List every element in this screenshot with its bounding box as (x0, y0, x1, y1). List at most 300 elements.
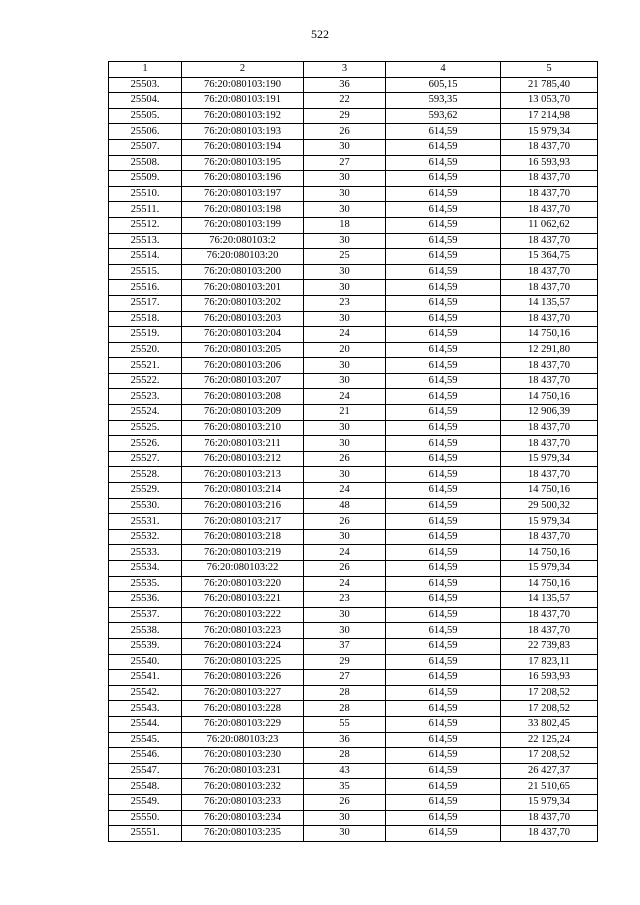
table-row (109, 249, 598, 265)
column-header-3: 3 (304, 62, 386, 78)
rate-cell: 614,59 (386, 420, 501, 436)
rate-cell: 614,59 (386, 264, 501, 280)
amount-cell: 18 437,70 (501, 186, 598, 202)
cadastral-number-cell: 76:20:080103:229 (182, 716, 304, 732)
amount-cell: 18 437,70 (501, 467, 598, 483)
rate-cell: 614,59 (386, 763, 501, 779)
cadastral-number-cell: 76:20:080103:217 (182, 514, 304, 530)
area-cell: 30 (304, 311, 386, 327)
cadastral-number-cell: 76:20:080103:210 (182, 420, 304, 436)
area-cell: 30 (304, 139, 386, 155)
rate-cell: 614,59 (386, 732, 501, 748)
amount-cell: 15 979,34 (501, 561, 598, 577)
table-row (109, 498, 598, 514)
table-row (109, 654, 598, 670)
table-row (109, 155, 598, 171)
rate-cell: 614,59 (386, 561, 501, 577)
table-row (109, 529, 598, 545)
area-cell: 30 (304, 171, 386, 187)
rate-cell: 614,59 (386, 685, 501, 701)
amount-cell: 18 437,70 (501, 607, 598, 623)
rate-cell: 614,59 (386, 701, 501, 717)
rate-cell: 614,59 (386, 389, 501, 405)
table-row (109, 139, 598, 155)
column-header-4: 4 (386, 62, 501, 78)
cadastral-number-cell: 76:20:080103:23 (182, 732, 304, 748)
area-cell: 20 (304, 342, 386, 358)
cadastral-number-cell: 76:20:080103:228 (182, 701, 304, 717)
amount-cell: 18 437,70 (501, 202, 598, 218)
amount-cell: 18 437,70 (501, 436, 598, 452)
area-cell: 30 (304, 420, 386, 436)
row-number-cell: 25504. (109, 93, 182, 109)
table-row (109, 701, 598, 717)
rate-cell: 614,59 (386, 249, 501, 265)
header-row (109, 62, 598, 78)
amount-cell: 18 437,70 (501, 311, 598, 327)
table-row (109, 670, 598, 686)
table-row (109, 405, 598, 421)
table-row (109, 233, 598, 249)
table-row (109, 171, 598, 187)
rate-cell: 614,59 (386, 124, 501, 140)
amount-cell: 15 364,75 (501, 249, 598, 265)
area-cell: 24 (304, 483, 386, 499)
cadastral-number-cell: 76:20:080103:234 (182, 810, 304, 826)
row-number-cell: 25551. (109, 826, 182, 842)
row-number-cell: 25536. (109, 592, 182, 608)
table-row (109, 373, 598, 389)
table-row (109, 810, 598, 826)
table-row (109, 280, 598, 296)
row-number-cell: 25534. (109, 561, 182, 577)
amount-cell: 14 135,57 (501, 592, 598, 608)
amount-cell: 15 979,34 (501, 794, 598, 810)
amount-cell: 18 437,70 (501, 233, 598, 249)
amount-cell: 15 979,34 (501, 514, 598, 530)
area-cell: 28 (304, 685, 386, 701)
rate-cell: 614,59 (386, 779, 501, 795)
cadastral-number-cell: 76:20:080103:235 (182, 826, 304, 842)
amount-cell: 18 437,70 (501, 826, 598, 842)
cadastral-number-cell: 76:20:080103:199 (182, 217, 304, 233)
amount-cell: 14 750,16 (501, 389, 598, 405)
cadastral-number-cell: 76:20:080103:204 (182, 327, 304, 343)
row-number-cell: 25520. (109, 342, 182, 358)
row-number-cell: 25530. (109, 498, 182, 514)
row-number-cell: 25541. (109, 670, 182, 686)
amount-cell: 14 750,16 (501, 327, 598, 343)
row-number-cell: 25540. (109, 654, 182, 670)
table-row (109, 779, 598, 795)
rate-cell: 614,59 (386, 545, 501, 561)
amount-cell: 16 593,93 (501, 155, 598, 171)
cadastral-number-cell: 76:20:080103:222 (182, 607, 304, 623)
table-row (109, 826, 598, 842)
area-cell: 23 (304, 592, 386, 608)
row-number-cell: 25521. (109, 358, 182, 374)
area-cell: 30 (304, 280, 386, 296)
cadastral-number-cell: 76:20:080103:194 (182, 139, 304, 155)
rate-cell: 614,59 (386, 748, 501, 764)
rate-cell: 614,59 (386, 451, 501, 467)
rate-cell: 614,59 (386, 342, 501, 358)
row-number-cell: 25548. (109, 779, 182, 795)
table-row (109, 561, 598, 577)
amount-cell: 18 437,70 (501, 623, 598, 639)
table-row (109, 685, 598, 701)
cadastral-number-cell: 76:20:080103:201 (182, 280, 304, 296)
row-number-cell: 25510. (109, 186, 182, 202)
row-number-cell: 25532. (109, 529, 182, 545)
rate-cell: 614,59 (386, 654, 501, 670)
area-cell: 29 (304, 654, 386, 670)
area-cell: 30 (304, 186, 386, 202)
area-cell: 24 (304, 576, 386, 592)
row-number-cell: 25544. (109, 716, 182, 732)
cadastral-number-cell: 76:20:080103:200 (182, 264, 304, 280)
area-cell: 29 (304, 108, 386, 124)
table-row (109, 607, 598, 623)
cadastral-number-cell: 76:20:080103:20 (182, 249, 304, 265)
cadastral-number-cell: 76:20:080103:2 (182, 233, 304, 249)
amount-cell: 18 437,70 (501, 810, 598, 826)
amount-cell: 22 739,83 (501, 638, 598, 654)
row-number-cell: 25525. (109, 420, 182, 436)
area-cell: 24 (304, 545, 386, 561)
cadastral-number-cell: 76:20:080103:226 (182, 670, 304, 686)
amount-cell: 14 750,16 (501, 545, 598, 561)
rate-cell: 614,59 (386, 498, 501, 514)
cadastral-number-cell: 76:20:080103:220 (182, 576, 304, 592)
area-cell: 30 (304, 373, 386, 389)
cadastral-number-cell: 76:20:080103:198 (182, 202, 304, 218)
area-cell: 26 (304, 124, 386, 140)
amount-cell: 14 750,16 (501, 483, 598, 499)
cadastral-number-cell: 76:20:080103:214 (182, 483, 304, 499)
amount-cell: 16 593,93 (501, 670, 598, 686)
rate-cell: 614,59 (386, 529, 501, 545)
row-number-cell: 25549. (109, 794, 182, 810)
rate-cell: 614,59 (386, 716, 501, 732)
table-row (109, 451, 598, 467)
area-cell: 26 (304, 561, 386, 577)
area-cell: 36 (304, 732, 386, 748)
table-row (109, 623, 598, 639)
cadastral-number-cell: 76:20:080103:208 (182, 389, 304, 405)
table-row (109, 186, 598, 202)
row-number-cell: 25514. (109, 249, 182, 265)
table-row (109, 638, 598, 654)
cadastral-number-cell: 76:20:080103:216 (182, 498, 304, 514)
row-number-cell: 25506. (109, 124, 182, 140)
cadastral-number-cell: 76:20:080103:230 (182, 748, 304, 764)
row-number-cell: 25511. (109, 202, 182, 218)
area-cell: 30 (304, 264, 386, 280)
area-cell: 37 (304, 638, 386, 654)
rate-cell: 614,59 (386, 794, 501, 810)
rate-cell: 614,59 (386, 139, 501, 155)
row-number-cell: 25515. (109, 264, 182, 280)
amount-cell: 15 979,34 (501, 451, 598, 467)
cadastral-number-cell: 76:20:080103:224 (182, 638, 304, 654)
amount-cell: 29 500,32 (501, 498, 598, 514)
amount-cell: 12 291,80 (501, 342, 598, 358)
table-row (109, 732, 598, 748)
amount-cell: 14 750,16 (501, 576, 598, 592)
amount-cell: 18 437,70 (501, 529, 598, 545)
amount-cell: 17 214,98 (501, 108, 598, 124)
row-number-cell: 25522. (109, 373, 182, 389)
amount-cell: 17 208,52 (501, 701, 598, 717)
amount-cell: 26 427,37 (501, 763, 598, 779)
cadastral-number-cell: 76:20:080103:219 (182, 545, 304, 561)
row-number-cell: 25512. (109, 217, 182, 233)
row-number-cell: 25545. (109, 732, 182, 748)
area-cell: 21 (304, 405, 386, 421)
amount-cell: 13 053,70 (501, 93, 598, 109)
area-cell: 26 (304, 514, 386, 530)
cadastral-number-cell: 76:20:080103:195 (182, 155, 304, 171)
area-cell: 55 (304, 716, 386, 732)
row-number-cell: 25546. (109, 748, 182, 764)
area-cell: 36 (304, 77, 386, 93)
row-number-cell: 25523. (109, 389, 182, 405)
cadastral-number-cell: 76:20:080103:205 (182, 342, 304, 358)
amount-cell: 22 125,24 (501, 732, 598, 748)
table-row (109, 716, 598, 732)
row-number-cell: 25533. (109, 545, 182, 561)
cadastral-number-cell: 76:20:080103:211 (182, 436, 304, 452)
rate-cell: 605,15 (386, 77, 501, 93)
amount-cell: 18 437,70 (501, 420, 598, 436)
rate-cell: 593,62 (386, 108, 501, 124)
row-number-cell: 25547. (109, 763, 182, 779)
amount-cell: 18 437,70 (501, 264, 598, 280)
column-header-2: 2 (182, 62, 304, 78)
rate-cell: 614,59 (386, 623, 501, 639)
area-cell: 23 (304, 295, 386, 311)
rate-cell: 614,59 (386, 202, 501, 218)
row-number-cell: 25528. (109, 467, 182, 483)
cadastral-number-cell: 76:20:080103:193 (182, 124, 304, 140)
amount-cell: 12 906,39 (501, 405, 598, 421)
amount-cell: 17 208,52 (501, 748, 598, 764)
row-number-cell: 25507. (109, 139, 182, 155)
area-cell: 30 (304, 529, 386, 545)
amount-cell: 14 135,57 (501, 295, 598, 311)
table-row (109, 592, 598, 608)
cadastral-number-cell: 76:20:080103:223 (182, 623, 304, 639)
area-cell: 27 (304, 155, 386, 171)
column-header-1: 1 (109, 62, 182, 78)
area-cell: 30 (304, 436, 386, 452)
table-header (109, 62, 598, 78)
amount-cell: 18 437,70 (501, 171, 598, 187)
amount-cell: 18 437,70 (501, 280, 598, 296)
rate-cell: 614,59 (386, 810, 501, 826)
table-row (109, 264, 598, 280)
table-body (109, 77, 598, 841)
rate-cell: 614,59 (386, 467, 501, 483)
area-cell: 30 (304, 202, 386, 218)
rate-cell: 614,59 (386, 233, 501, 249)
area-cell: 30 (304, 623, 386, 639)
table-row (109, 358, 598, 374)
row-number-cell: 25519. (109, 327, 182, 343)
rate-cell: 614,59 (386, 436, 501, 452)
cadastral-number-cell: 76:20:080103:191 (182, 93, 304, 109)
area-cell: 25 (304, 249, 386, 265)
cadastral-number-cell: 76:20:080103:197 (182, 186, 304, 202)
rate-cell: 614,59 (386, 576, 501, 592)
row-number-cell: 25543. (109, 701, 182, 717)
table-row (109, 311, 598, 327)
area-cell: 30 (304, 826, 386, 842)
row-number-cell: 25542. (109, 685, 182, 701)
cadastral-number-cell: 76:20:080103:196 (182, 171, 304, 187)
area-cell: 30 (304, 467, 386, 483)
area-cell: 35 (304, 779, 386, 795)
amount-cell: 17 823,11 (501, 654, 598, 670)
table-row (109, 93, 598, 109)
row-number-cell: 25527. (109, 451, 182, 467)
area-cell: 26 (304, 451, 386, 467)
row-number-cell: 25508. (109, 155, 182, 171)
rate-cell: 614,59 (386, 514, 501, 530)
area-cell: 28 (304, 701, 386, 717)
amount-cell: 33 802,45 (501, 716, 598, 732)
area-cell: 22 (304, 93, 386, 109)
table-row (109, 342, 598, 358)
cadastral-number-cell: 76:20:080103:218 (182, 529, 304, 545)
cadastral-number-cell: 76:20:080103:212 (182, 451, 304, 467)
amount-cell: 17 208,52 (501, 685, 598, 701)
area-cell: 48 (304, 498, 386, 514)
area-cell: 27 (304, 670, 386, 686)
row-number-cell: 25505. (109, 108, 182, 124)
row-number-cell: 25529. (109, 483, 182, 499)
area-cell: 28 (304, 748, 386, 764)
rate-cell: 614,59 (386, 327, 501, 343)
column-header-5: 5 (501, 62, 598, 78)
row-number-cell: 25517. (109, 295, 182, 311)
row-number-cell: 25518. (109, 311, 182, 327)
cadastral-number-cell: 76:20:080103:202 (182, 295, 304, 311)
table-row (109, 467, 598, 483)
rate-cell: 614,59 (386, 171, 501, 187)
row-number-cell: 25539. (109, 638, 182, 654)
row-number-cell: 25535. (109, 576, 182, 592)
cadastral-number-cell: 76:20:080103:231 (182, 763, 304, 779)
cadastral-number-cell: 76:20:080103:233 (182, 794, 304, 810)
rate-cell: 614,59 (386, 592, 501, 608)
area-cell: 30 (304, 607, 386, 623)
area-cell: 18 (304, 217, 386, 233)
rate-cell: 614,59 (386, 295, 501, 311)
area-cell: 24 (304, 327, 386, 343)
cadastral-number-cell: 76:20:080103:190 (182, 77, 304, 93)
table-row (109, 217, 598, 233)
cadastral-number-cell: 76:20:080103:221 (182, 592, 304, 608)
row-number-cell: 25524. (109, 405, 182, 421)
table-row (109, 327, 598, 343)
table-row (109, 576, 598, 592)
table-row (109, 124, 598, 140)
row-number-cell: 25537. (109, 607, 182, 623)
row-number-cell: 25509. (109, 171, 182, 187)
table-row (109, 748, 598, 764)
area-cell: 24 (304, 389, 386, 405)
row-number-cell: 25516. (109, 280, 182, 296)
cadastral-number-cell: 76:20:080103:22 (182, 561, 304, 577)
rate-cell: 614,59 (386, 826, 501, 842)
rate-cell: 614,59 (386, 483, 501, 499)
row-number-cell: 25513. (109, 233, 182, 249)
area-cell: 30 (304, 358, 386, 374)
rate-cell: 614,59 (386, 155, 501, 171)
amount-cell: 21 785,40 (501, 77, 598, 93)
cadastral-number-cell: 76:20:080103:209 (182, 405, 304, 421)
row-number-cell: 25526. (109, 436, 182, 452)
rate-cell: 614,59 (386, 186, 501, 202)
rate-cell: 614,59 (386, 405, 501, 421)
table-row (109, 389, 598, 405)
rate-cell: 614,59 (386, 607, 501, 623)
cadastral-number-cell: 76:20:080103:207 (182, 373, 304, 389)
amount-cell: 11 062,62 (501, 217, 598, 233)
table-row (109, 77, 598, 93)
rate-cell: 614,59 (386, 217, 501, 233)
table-row (109, 108, 598, 124)
amount-cell: 18 437,70 (501, 358, 598, 374)
cadastral-number-cell: 76:20:080103:225 (182, 654, 304, 670)
table-row (109, 763, 598, 779)
register-table (108, 61, 598, 842)
row-number-cell: 25550. (109, 810, 182, 826)
rate-cell: 593,35 (386, 93, 501, 109)
table-row (109, 794, 598, 810)
rate-cell: 614,59 (386, 638, 501, 654)
table-row (109, 514, 598, 530)
area-cell: 30 (304, 810, 386, 826)
table-row (109, 436, 598, 452)
cadastral-number-cell: 76:20:080103:232 (182, 779, 304, 795)
table-row (109, 420, 598, 436)
area-cell: 43 (304, 763, 386, 779)
row-number-cell: 25531. (109, 514, 182, 530)
table-row (109, 545, 598, 561)
rate-cell: 614,59 (386, 280, 501, 296)
area-cell: 30 (304, 233, 386, 249)
rate-cell: 614,59 (386, 373, 501, 389)
cadastral-number-cell: 76:20:080103:213 (182, 467, 304, 483)
rate-cell: 614,59 (386, 311, 501, 327)
amount-cell: 15 979,34 (501, 124, 598, 140)
amount-cell: 21 510,65 (501, 779, 598, 795)
rate-cell: 614,59 (386, 670, 501, 686)
cadastral-number-cell: 76:20:080103:206 (182, 358, 304, 374)
table-row (109, 295, 598, 311)
cadastral-number-cell: 76:20:080103:227 (182, 685, 304, 701)
amount-cell: 18 437,70 (501, 373, 598, 389)
table-row (109, 483, 598, 499)
area-cell: 26 (304, 794, 386, 810)
table-row (109, 202, 598, 218)
amount-cell: 18 437,70 (501, 139, 598, 155)
rate-cell: 614,59 (386, 358, 501, 374)
cadastral-number-cell: 76:20:080103:203 (182, 311, 304, 327)
